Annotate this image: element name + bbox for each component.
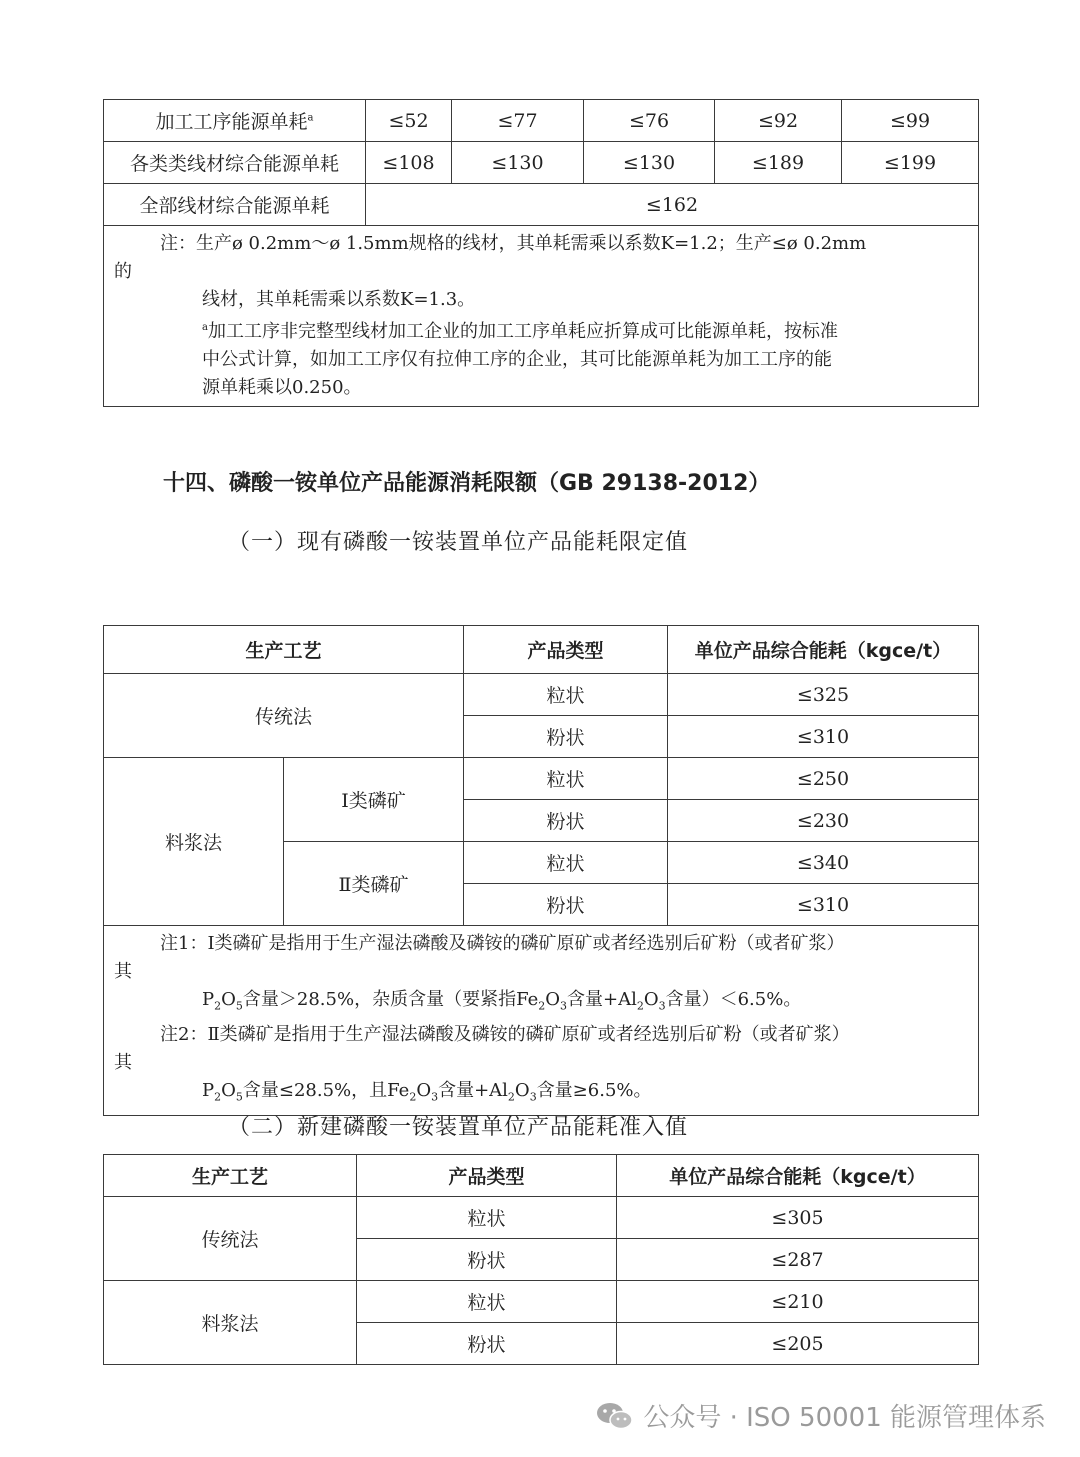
cell: ≤250 (668, 758, 979, 800)
process-traditional: 传统法 (104, 1197, 357, 1281)
table-row (104, 100, 979, 142)
table-row (104, 674, 979, 716)
cell: 粉状 (464, 716, 668, 758)
table-row (104, 184, 979, 226)
cell: ≤340 (668, 842, 979, 884)
cell: ≤130 (584, 142, 715, 184)
cell: ≤205 (617, 1323, 979, 1365)
cell: ≤52 (366, 100, 452, 142)
ore-class-2: Ⅱ类磷矿 (284, 842, 464, 926)
column-header: 单位产品综合能耗（kgce/t） (617, 1155, 979, 1197)
column-header: 产品类型 (464, 626, 668, 674)
cell: 粒状 (464, 758, 668, 800)
section-title: 十四、磷酸一铵单位产品能源消耗限额（GB 29138-2012） (163, 471, 771, 496)
cell: ≤230 (668, 800, 979, 842)
table-note-row (104, 926, 979, 1116)
table-row (104, 1197, 979, 1239)
column-header: 产品类型 (357, 1155, 617, 1197)
table-new-admission (103, 1154, 979, 1365)
cell: ≤189 (715, 142, 842, 184)
table-note-row (104, 226, 979, 407)
table-wire-energy (103, 99, 979, 407)
subsection-title-2: （二）新建磷酸一铵装置单位产品能耗准入值 (228, 1115, 689, 1140)
cell: 粒状 (357, 1281, 617, 1323)
table-existing-limits (103, 625, 979, 1116)
row-label: 各类类线材综合能源单耗 (104, 142, 366, 184)
cell: 粉状 (357, 1323, 617, 1365)
column-header: 单位产品综合能耗（kgce/t） (668, 626, 979, 674)
cell: ≤76 (584, 100, 715, 142)
process-traditional: 传统法 (104, 674, 464, 758)
subsection-title-1: （一）现有磷酸一铵装置单位产品能耗限定值 (228, 530, 689, 555)
table-row (104, 142, 979, 184)
cell: ≤108 (366, 142, 452, 184)
cell: 粒状 (464, 842, 668, 884)
table-header-row (104, 1155, 979, 1197)
cell: ≤130 (452, 142, 584, 184)
table-row (104, 758, 979, 800)
cell: 粒状 (464, 674, 668, 716)
cell: 粉状 (464, 884, 668, 926)
cell: ≤77 (452, 100, 584, 142)
cell: ≤92 (715, 100, 842, 142)
cell: 粉状 (464, 800, 668, 842)
row-label: 全部线材综合能源单耗 (104, 184, 366, 226)
table-header-row (104, 626, 979, 674)
process-slurry: 料浆法 (104, 1281, 357, 1365)
table-note: 注：生产ø 0.2mm～ø 1.5mm规格的线材，其单耗需乘以系数K=1.2；生产≤ø 0.2mm 的 线材，其单耗需乘以系数K=1.3。 $^a$加工工序非完整型线材加工企业的加工工序单耗应折算成可比能源单耗，按标准 中公式计算，如加工工序仅有拉伸工序的企业，其可比能源单耗为加工工序的能 源单耗乘以0.250。 (104, 226, 979, 407)
wechat-icon (595, 1401, 635, 1431)
cell: ≤99 (842, 100, 979, 142)
row-label: 加工工序能源单耗$^a$ (104, 100, 366, 142)
cell: ≤310 (668, 884, 979, 926)
ore-class-1: Ⅰ类磷矿 (284, 758, 464, 842)
column-header: 生产工艺 (104, 626, 464, 674)
table-row (104, 1281, 979, 1323)
process-slurry: 料浆法 (104, 758, 284, 926)
cell: ≤287 (617, 1239, 979, 1281)
column-header: 生产工艺 (104, 1155, 357, 1197)
table-note: 注1：Ⅰ类磷矿是指用于生产湿法磷酸及磷铵的磷矿原矿或者经选别后矿粉（或者矿浆） 其 $P_2O_5$含量＞28.5%，杂质含量（要紧指$Fe_2O_3$含量$+Al_2O_3$含量）＜6.5%。 注2：Ⅱ类磷矿是指用于生产湿法磷酸及磷铵的磷矿原矿或者经选别后矿粉（或者矿浆） 其 $P_2O_5$含量≤28.5%，且$Fe_2O_3$含量$+Al_2O_3$含量≥6.5%。 (104, 926, 979, 1116)
watermark-text: 公众号 · ISO 50001 能源管理体系 (643, 1403, 1046, 1433)
watermark (595, 1397, 1046, 1434)
cell: ≤325 (668, 674, 979, 716)
cell: ≤310 (668, 716, 979, 758)
cell: ≤305 (617, 1197, 979, 1239)
cell: 粒状 (357, 1197, 617, 1239)
cell: ≤210 (617, 1281, 979, 1323)
cell-merged: ≤162 (366, 184, 979, 226)
cell: ≤199 (842, 142, 979, 184)
cell: 粉状 (357, 1239, 617, 1281)
